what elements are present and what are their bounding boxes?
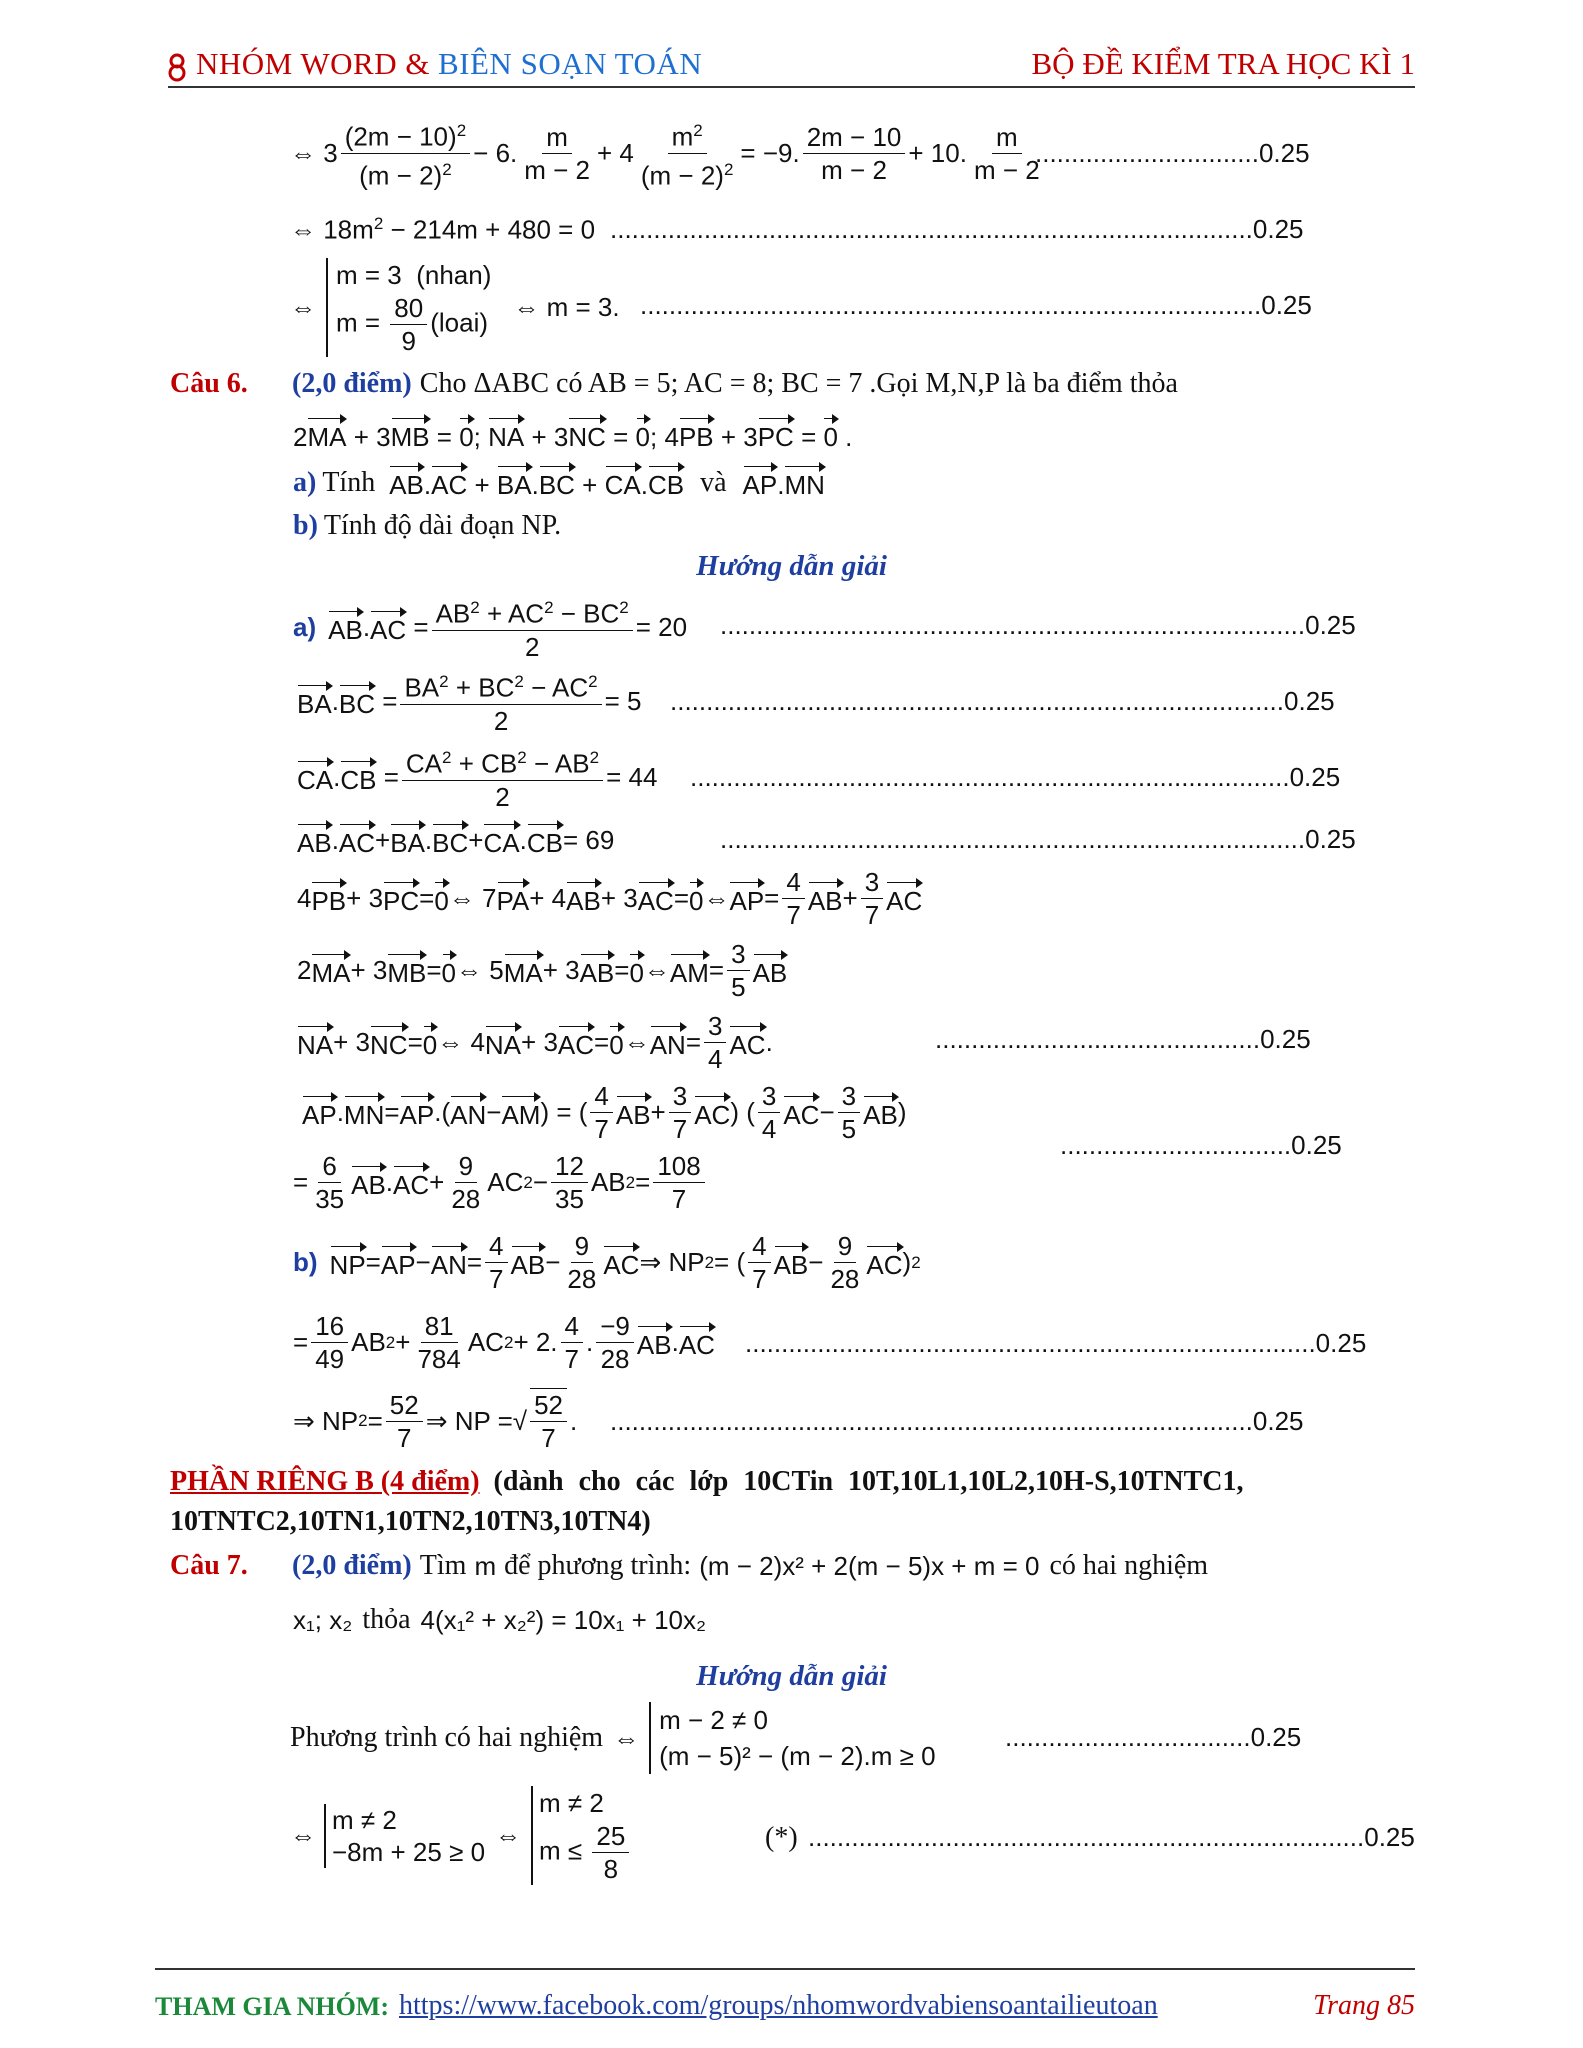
question-var: m <box>474 1550 497 1581</box>
question-text: có hai nghiệm <box>1049 1550 1209 1581</box>
solution-line: AP . MN = AP .( AN − AM ) = ( $\frac{4}{7}$ AB + $\frac{3}{7}$ AC ) ( $\frac{3}{4}$ AC − $\frac{3}{5}$ AB ) <box>302 1081 907 1144</box>
solution-title: Hướng dẫn giải <box>696 550 887 582</box>
part-b-heading-line-2 <box>170 1506 651 1538</box>
header-left <box>168 46 702 82</box>
system-eq: m ≠ 2 <box>332 1804 397 1835</box>
solution-line: NA + 3 NC = 0 ⇔ 4 NA + 3 AC = 0 ⇔ AN = $\frac{3}{4}$ AC . <box>297 1011 773 1074</box>
group-logo-icon <box>168 52 186 82</box>
condition-vars: x₁; x₂ <box>293 1604 353 1635</box>
and-word: và <box>700 466 727 498</box>
score: 0.25 <box>1260 1024 1311 1054</box>
score: 0.25 <box>1305 610 1356 640</box>
score: 0.25 <box>1252 214 1304 244</box>
condition-word: thỏa <box>362 1604 411 1635</box>
solution-line: CA . CB = $\frac{CA^2 + CB^2 - AB^2}{2}$ = 44 <box>297 742 657 813</box>
solution-text: Phương trình có hai nghiệm <box>290 1722 604 1753</box>
question-label: Câu 7. <box>170 1550 248 1581</box>
page-header <box>168 42 1415 88</box>
part-b-heading <box>170 1466 1415 1498</box>
score: 0.25 <box>1291 1130 1342 1160</box>
score-dots: .............................................................................0.25 <box>808 1822 1415 1852</box>
math-line-1: ⇔ 3 $\frac{(2m - 10)^2}{(m - 2)^2}$ − 6. $\frac{m}{m - 2}$ + 4 $\frac{m^2}{(m - 2)^2}$ = −9. $\frac{2m - 10}{m - 2}$ + 10. $\frac{m}{m - 2}$ <box>290 115 1047 191</box>
system-eq: (m − 5)² − (m − 2).m ≥ 0 <box>659 1741 936 1771</box>
question-points: (2,0 điểm) <box>292 1550 412 1581</box>
part-text: Tính độ dài đoạn NP. <box>323 510 562 541</box>
score: 0.25 <box>1364 1822 1415 1852</box>
part-label: b) <box>293 510 318 541</box>
score-dots: .................................................................................0.25 <box>720 824 1356 854</box>
system-eq: −8m + 25 ≥ 0 <box>332 1836 486 1867</box>
header-group-subtitle: BIÊN SOẠN TOÁN <box>438 46 703 81</box>
page-footer <box>155 1968 1415 2022</box>
score-dots: ..................................0.25 <box>1005 1722 1302 1752</box>
question-text: để phương trình: <box>504 1550 692 1581</box>
question-text: Cho ΔABC có AB = 5; AC = 8; BC = 7 .Gọi M,N,P là ba điểm thỏa <box>419 368 1178 399</box>
part-b-classes-cont: 10TNTC2,10TN1,10TN2,10TN3,10TN4) <box>170 1506 651 1537</box>
score-dots: ...............................................................................0.25 <box>745 1328 1367 1358</box>
header-title: BỘ ĐỀ KIỂM TRA HỌC KÌ 1 <box>1031 46 1415 81</box>
page-number: Trang 85 <box>1313 1990 1415 2021</box>
score: 0.25 <box>1315 1328 1367 1358</box>
question-equation: (m − 2)x² + 2(m − 5)x + m = 0 <box>699 1550 1040 1581</box>
score-dots: .........................................................................................0.25 <box>610 1406 1304 1436</box>
solution-line: b) NP = AP − AN = $\frac{4}{7}$ AB − $\frac{9}{28}$ AC ⇒ NP 2 = ( $\frac{4}{7}$ AB − $\frac{9}{28}$ AC ) 2 <box>293 1231 921 1294</box>
solution-line: a) AB . AC = $\frac{AB^2 + AC^2 - BC^2}{2}$ = 20 <box>293 592 687 663</box>
part-b-classes: (dành cho các lớp 10CTin 10T,10L1,10L2,10H-S,10TNTC1, <box>493 1466 1244 1497</box>
question-6-stem <box>170 368 1178 400</box>
question-6-part-a: a) Tính AB.AC + BA.BC + CA.CB và AP.MN <box>293 464 825 501</box>
score-dots: ...............................0.25 <box>1035 138 1310 168</box>
score-dots: .....................................................................................0.25 <box>670 686 1335 716</box>
math-line-2: ⇔ $18m^2 - 214m + 480 = 0$ <box>290 214 596 245</box>
system-eq: m − 2 ≠ 0 <box>659 1705 768 1735</box>
score-dots: ................................0.25 <box>1060 1130 1342 1160</box>
question-text: Tìm <box>419 1550 467 1581</box>
q7-solution-line-1: Phương trình có hai nghiệm ⇔ m − 2 ≠ 0 (m − 5)² − (m − 2).m ≥ 0 <box>290 1702 936 1774</box>
score-dots: .................................................................................0.25 <box>720 610 1356 640</box>
score: 0.25 <box>1252 1406 1304 1436</box>
score: 0.25 <box>1289 762 1341 792</box>
star-mark <box>765 1822 798 1854</box>
question-6-conditions: 2MA + 3MB = 0; NA + 3NC = 0; 4PB + 3PC = 0 . <box>293 416 852 453</box>
system-eq: m ≠ 2 <box>539 1788 604 1818</box>
star-label: (*) <box>765 1822 798 1853</box>
score: 0.25 <box>1284 686 1335 716</box>
part-b-title: PHẦN RIÊNG B (4 điểm) <box>170 1466 480 1497</box>
solution-line: 4 PB + 3 PC = 0 ⇔ 7 PA + 4 AB + 3 AC = 0 ⇔ AP = $\frac{4}{7}$ AB + $\frac{3}{7}$ AC <box>297 867 923 930</box>
solution-line: = $\frac{6}{35}$ AB . AC + $\frac{9}{28}$ AC 2 − $\frac{12}{35}$ AB 2 = $\frac{108}{7}$ <box>293 1150 708 1215</box>
score: 0.25 <box>1305 824 1356 854</box>
question-6-part-b <box>293 510 561 542</box>
solution-line: BA . BC = $\frac{BA^2 + BC^2 - AC^2}{2}$ = 5 <box>297 666 642 737</box>
part-label: a) <box>293 466 317 498</box>
solution-line: = $\frac{16}{49}$ AB 2 + $\frac{81}{784}$ AC 2 + 2. $\frac{4}{7}$ . $\frac{-9}{28}$ AB . AC <box>293 1311 715 1374</box>
math-line-3: ⇔ m = 3 (nhan) m = $\frac{80}{9}$ (loai) ⇔ m = 3. <box>290 260 620 356</box>
solution-line: 2 MA + 3 MB = 0 ⇔ 5 MA + 3 AB = 0 ⇔ AM = $\frac{3}{5}$ AB <box>297 939 788 1002</box>
question-label: Câu 6. <box>170 368 248 399</box>
score: 0.25 <box>1250 1722 1302 1752</box>
q7-solution-line-2: ⇔ m ≠ 2 −8m + 25 ≥ 0 ⇔ m ≠ 2 m ≤ $\frac{25}{8}$ <box>290 1786 632 1885</box>
header-group-name: NHÓM WORD & <box>196 46 430 81</box>
footer-join-label: THAM GIA NHÓM: <box>155 1992 389 2021</box>
question-7-condition <box>293 1604 706 1636</box>
score-dots: .............................................0.25 <box>935 1024 1311 1054</box>
question-points: (2,0 điểm) <box>292 368 412 399</box>
solution-line: ⇒ NP 2 = $\frac{52}{7}$ ⇒ NP = √ $\frac{52}{7}$ . <box>293 1389 578 1453</box>
score-dots: .........................................................................................0.25 <box>610 214 1304 244</box>
score-dots: ...................................................................................0.25 <box>690 762 1341 792</box>
score: 0.25 <box>1258 138 1310 168</box>
question-7-stem <box>170 1550 1208 1582</box>
score-dots: ......................................................................................0.25 <box>640 290 1312 320</box>
solution-title: Hướng dẫn giải <box>696 1660 887 1692</box>
solution-line: AB . AC + BA . BC + CA . CB = 69 <box>297 822 614 859</box>
footer-group-link[interactable]: https://www.facebook.com/groups/nhomwordvabiensoantailieutoan <box>399 1990 1158 2021</box>
score: 0.25 <box>1261 290 1312 320</box>
condition-equation: 4(x₁² + x₂²) = 10x₁ + 10x₂ <box>420 1604 707 1635</box>
part-text: Tính <box>322 466 376 498</box>
